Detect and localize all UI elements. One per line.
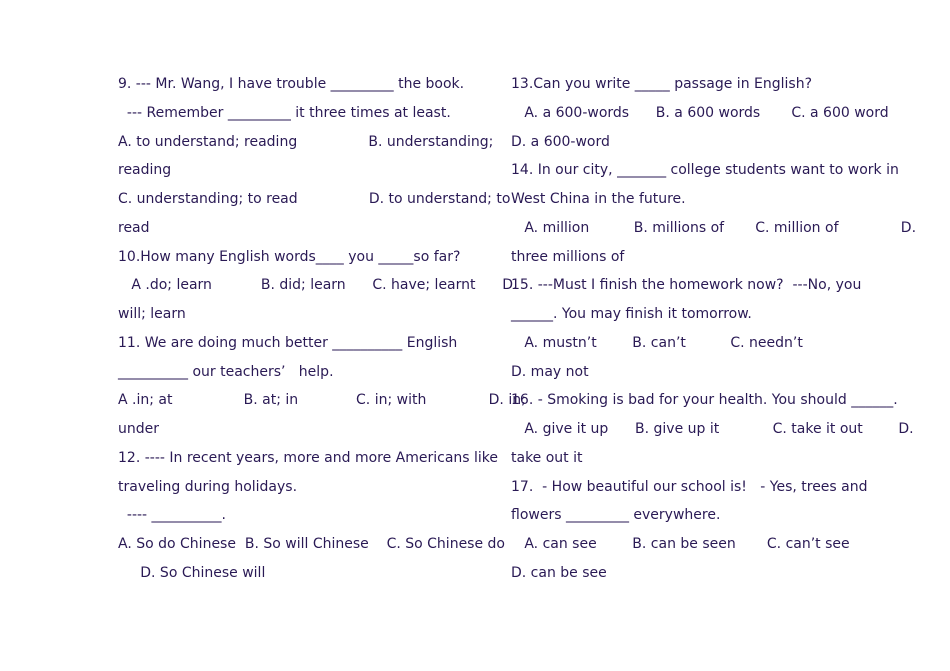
q9-options-line-2: reading	[118, 162, 172, 179]
q12-stem-line-2: traveling during holidays.	[118, 478, 298, 495]
q16-options-line-1: A. give it up B. give up it C. take it out D.	[511, 421, 914, 437]
q10-stem: 10.How many English words____ you _____so far?	[118, 248, 461, 265]
q12-options-line-2: D. So Chinese will	[118, 564, 266, 581]
q14-options-line-2: three millions of	[511, 248, 625, 265]
q11-options-line-2: under	[118, 421, 160, 437]
q15-options-line-1: A. mustn’t B. can’t C. needn’t	[511, 334, 803, 351]
q9-options-line-3: C. understanding; to read D. to understand; to	[118, 191, 511, 207]
q15-stem-line-1: 15. ---Must I finish the homework now? ---No, you	[511, 277, 862, 294]
q12-stem-line-3: ---- __________.	[118, 507, 227, 524]
q14-stem-line-2: West China in the future.	[511, 191, 686, 207]
q9-options-line-1: A. to understand; reading B. understanding;	[118, 133, 494, 150]
left-question-column	[118, 70, 526, 588]
q13-options-line-2: D. a 600-word	[511, 133, 610, 150]
q15-stem-line-2: ______. You may finish it tomorrow.	[511, 306, 752, 322]
q12-stem-line-1: 12. ---- In recent years, more and more Americans like	[118, 449, 499, 466]
q11-stem-line-2: __________ our teachers’ help.	[118, 363, 334, 380]
q13-options-line-1: A. a 600-words B. a 600 words C. a 600 word	[511, 104, 889, 121]
q13-stem: 13.Can you write _____ passage in English?	[511, 76, 812, 92]
q17-options-line-2: D. can be see	[511, 564, 607, 581]
q12-options-line-1: A. So do Chinese B. So will Chinese C. So Chinese do	[118, 536, 505, 552]
q10-options-line-2: will; learn	[118, 306, 186, 322]
q15-options-line-2: D. may not	[511, 363, 589, 380]
q14-stem-line-1: 14. In our city, _______ college students want to work in	[511, 162, 899, 179]
q16-options-line-2: take out it	[511, 449, 583, 466]
q17-options-line-1: A. can see B. can be seen C. can’t see	[511, 536, 850, 552]
q16-stem: 16. - Smoking is bad for your health. You should ______.	[511, 392, 898, 409]
q17-stem-line-1: 17. - How beautiful our school is! - Yes, trees and	[511, 478, 868, 495]
q14-options-line-1: A. million B. millions of C. million of D.	[511, 219, 917, 236]
q11-stem-line-1: 11. We are doing much better __________ English	[118, 334, 458, 351]
q11-options-line-1: A .in; at B. at; in C. in; with D. in;	[118, 392, 526, 409]
q9-options-line-4: read	[118, 219, 150, 236]
q10-options-line-1: A .do; learn B. did; learn C. have; learnt D.	[118, 277, 518, 294]
q9-stem-line-1: 9. --- Mr. Wang, I have trouble _________ the book.	[118, 76, 465, 92]
q17-stem-line-2: flowers _________ everywhere.	[511, 507, 721, 524]
right-question-column	[511, 70, 917, 588]
q9-stem-line-2: --- Remember _________ it three times at least.	[118, 104, 451, 121]
